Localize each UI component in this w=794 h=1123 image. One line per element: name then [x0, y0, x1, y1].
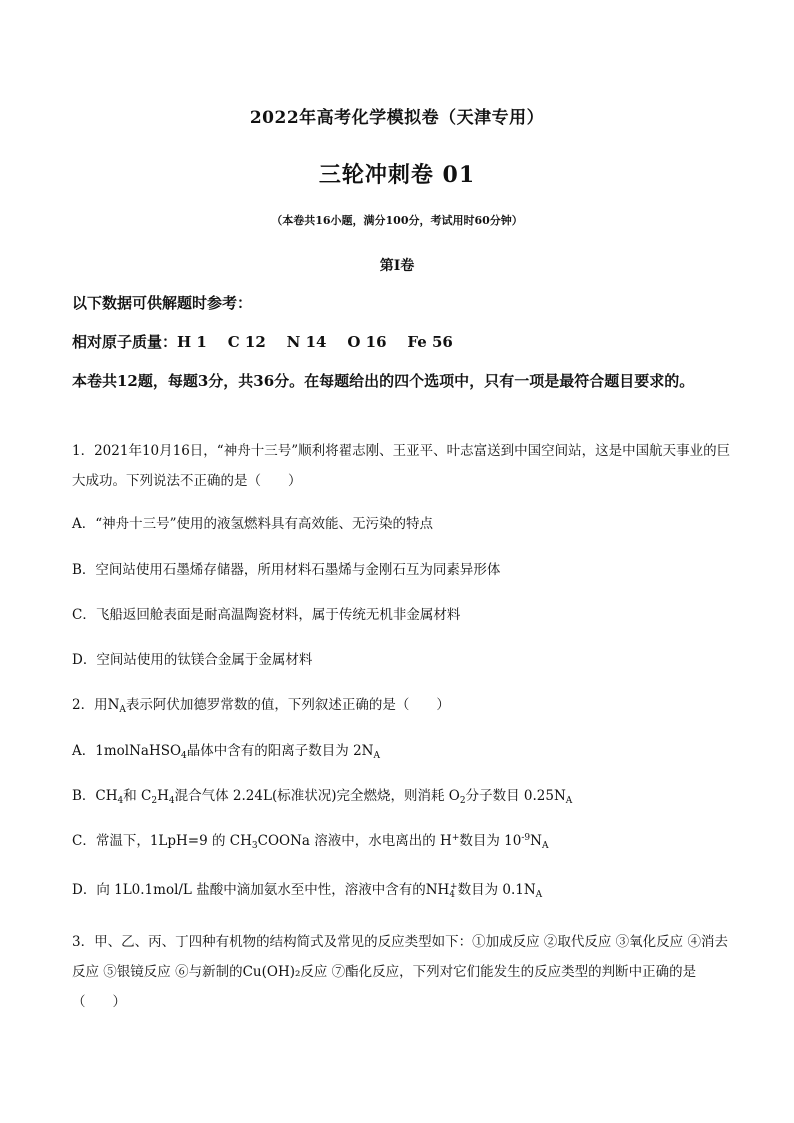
atomic-mass-line: 相对原子质量：H 1 C 12 N 14 O 16 Fe 56: [72, 333, 453, 351]
exam-subtitle: 三轮冲刺卷 01: [318, 162, 476, 188]
question-1-option-d: D．空间站使用的钛镁合金属于金属材料: [72, 652, 313, 668]
reference-line: 以下数据可供解题时参考：: [72, 294, 253, 312]
exam-title: 2022年高考化学模拟卷（天津专用）: [249, 108, 545, 128]
question-2-stem: 2．用$N_A$表示阿伏加德罗常数的值，下列叙述正确的是（ ）: [72, 697, 450, 715]
question-1-option-a: A．“神舟十三号”使用的液氢燃料具有高效能、无污染的特点: [72, 516, 434, 532]
question-1-option-c: C．飞船返回舱表面是耐高温陶瓷材料，属于传统无机非金属材料: [72, 607, 461, 623]
question-2-option-d: D．向 1L0.1mol/L 盐酸中滴加氨水至中性，溶液中含有的$NH_4^+$数目为 $0.1N_A$: [72, 879, 732, 901]
question-3-stem: 3．甲、乙、丙、丁四种有机物的结构简式及常见的反应类型如下：①加成反应 ②取代反应 ③氧化反应 ④消去反应 ⑤银镜反应 ⑥与新制的Cu(OH)₂反应 ⑦酯化反应，下列对它们能发生的反应类型的判断中正确的是（ ）: [72, 934, 728, 1010]
exam-note: （本卷共16小题，满分100分，考试用时60分钟）: [271, 214, 523, 227]
question-2-option-b: B．$CH_4$和 $C_2H_4$混合气体 2.24L(标准状况)完全燃烧，则消耗 $O_2$分子数目 $0.25N_A$: [72, 788, 573, 806]
ammonium-ion: $NH_4^+$: [425, 882, 458, 900]
question-2-option-a: A．1molNaHSO$_4$晶体中含有的阳离子数目为 $2N_A$: [72, 743, 380, 761]
question-1-option-b: B．空间站使用石墨烯存储器，所用材料石墨烯与金刚石互为同素异形体: [72, 562, 501, 578]
instructions-line: 本卷共12题，每题3分，共36分。在每题给出的四个选项中，只有一项是最符合题目要求的。: [72, 372, 695, 390]
question-1-stem: 1．2021年10月16日，“神舟十三号”顺利将翟志刚、王亚平、叶志富送到中国空间站，这是中国航天事业的巨大成功。下列说法不正确的是（ ）: [72, 443, 731, 489]
section-heading: 第I卷: [379, 258, 415, 274]
question-2-option-c: C．常温下，1LpH=9 的 $CH_3COONa$ 溶液中，水电离出的 H+数目为 $10^{-9}N_A$: [72, 833, 549, 851]
